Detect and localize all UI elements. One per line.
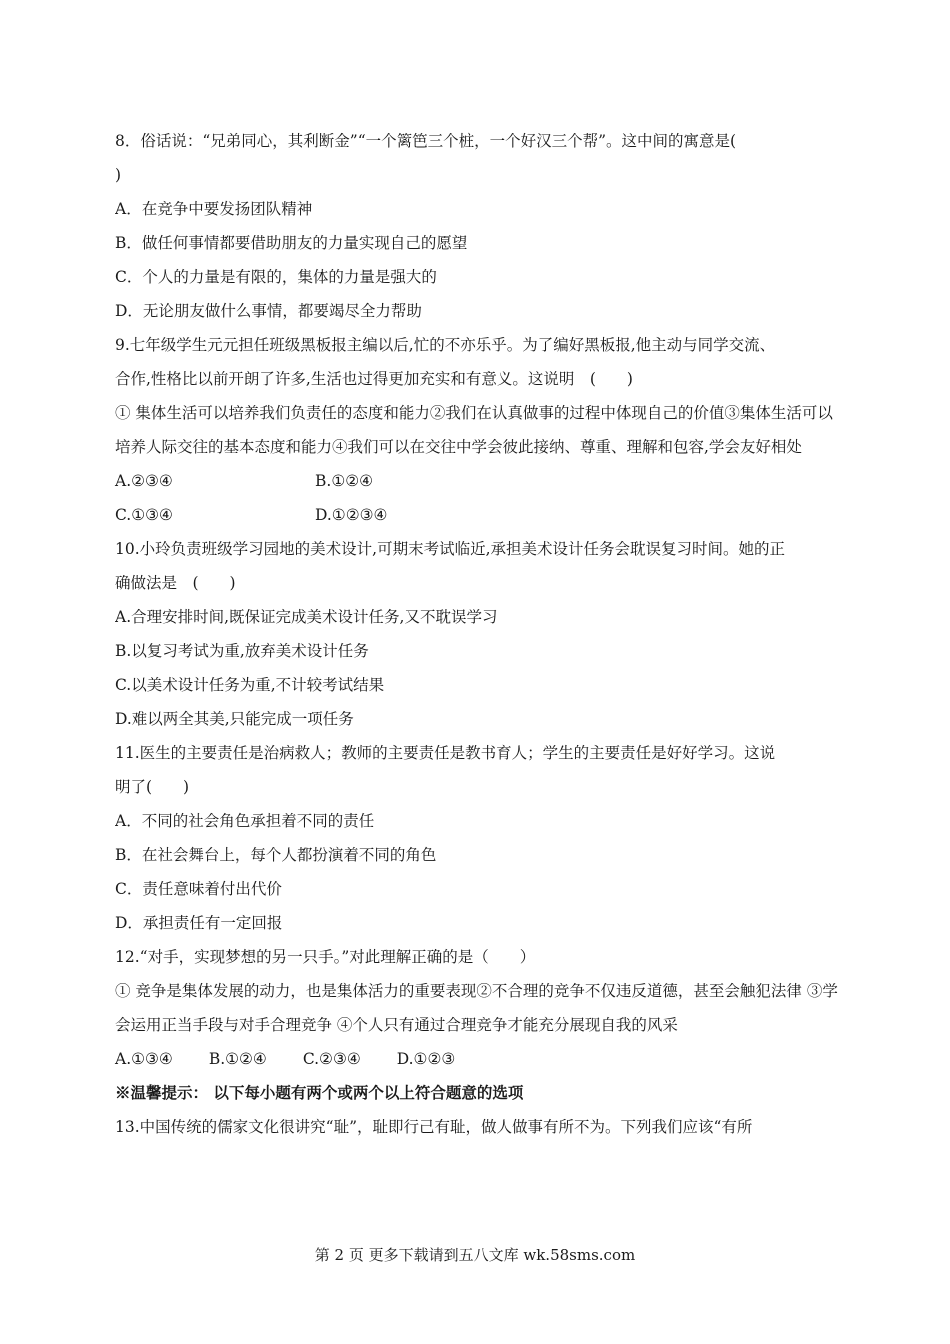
q9-stem: 9.七年级学生元元担任班级黑板报主编以后,忙的不亦乐乎。为了编好黑板报,他主动与同学交流、 (115, 336, 776, 354)
q11-option-a: A．不同的社会角色承担着不同的责任 (115, 812, 375, 830)
q8-option-a: A．在竞争中要发扬团队精神 (115, 200, 313, 218)
q9-option-c: C.①③④ (115, 506, 173, 524)
q11-option-d: D．承担责任有一定回报 (115, 914, 283, 932)
q9-stem-cont: 合作,性格比以前开朗了许多,生活也过得更加充实和有意义。这说明 ( ) (115, 370, 633, 388)
q9-option-b: B.①②④ (315, 472, 374, 490)
q8-option-c: C．个人的力量是有限的，集体的力量是强大的 (115, 268, 437, 286)
q10-stem: 10.小玲负责班级学习园地的美术设计,可期末考试临近,承担美术设计任务会耽误复习时间。她的正 (115, 540, 786, 558)
q9-option-d: D.①②③④ (315, 506, 388, 524)
q9-statements: ① 集体生活可以培养我们负责任的态度和能力②我们在认真做事的过程中体现自己的价值③集体生活可以培养人际交往的基本态度和能力④我们可以在交往中学会彼此接纳、尊重、理解和包容,学会友好相处 (115, 404, 833, 456)
q9-options-row-2 (115, 498, 840, 532)
exam-page-content (115, 124, 840, 1144)
page-footer: 第 2 页 更多下载请到五八文库 wk.58sms.com (314, 1246, 636, 1264)
q9-option-a: A.②③④ (115, 472, 173, 490)
q11-stem: 11.医生的主要责任是治病救人；教师的主要责任是教书育人；学生的主要责任是好好学习。这说 (115, 744, 776, 762)
q12-option-d: D.①②③ (396, 1050, 456, 1068)
q12-stem: 12.“对手，实现梦想的另一只手。”对此理解正确的是（ ） (115, 948, 536, 966)
q11-option-b: B．在社会舞台上，每个人都扮演着不同的角色 (115, 846, 437, 864)
q13-stem: 13.中国传统的儒家文化很讲究“耻”，耻即行己有耻，做人做事有所不为。下列我们应该“有所 (115, 1118, 753, 1136)
q12-statements: ① 竞争是集体发展的动力，也是集体活力的重要表现②不合理的竞争不仅违反道德，甚至会触犯法律 ③学会运用正当手段与对手合理竞争 ④个人只有通过合理竞争才能充分展现自我的风采 (115, 982, 838, 1034)
q12-option-a: A.①③④ (115, 1050, 173, 1068)
q8-stem-cont: ) (115, 166, 122, 184)
q10-option-b: B.以复习考试为重,放弃美术设计任务 (115, 642, 369, 660)
q12-options-row (115, 1042, 840, 1076)
q10-option-d: D.难以两全其美,只能完成一项任务 (115, 710, 354, 728)
q11-option-c: C．责任意味着付出代价 (115, 880, 282, 898)
q10-stem-cont: 确做法是 ( ) (115, 574, 236, 592)
q8-stem: 8．俗话说：“兄弟同心，其利断金”“一个篱笆三个桩，一个好汉三个帮”。这中间的寓意是( (115, 132, 737, 150)
q8-option-d: D．无论朋友做什么事情，都要竭尽全力帮助 (115, 302, 422, 320)
q12-option-b: B.①②④ (208, 1050, 267, 1068)
multi-choice-tip: ※温馨提示： 以下每小题有两个或两个以上符合题意的选项 (115, 1083, 524, 1102)
q8-option-b: B．做任何事情都要借助朋友的力量实现自己的愿望 (115, 234, 468, 252)
q12-option-c: C.②③④ (302, 1050, 361, 1068)
q10-option-c: C.以美术设计任务为重,不计较考试结果 (115, 676, 385, 694)
q10-option-a: A.合理安排时间,既保证完成美术设计任务,又不耽误学习 (115, 608, 498, 626)
q9-options-row-1 (115, 464, 840, 498)
q11-stem-cont: 明了( ) (115, 778, 190, 796)
